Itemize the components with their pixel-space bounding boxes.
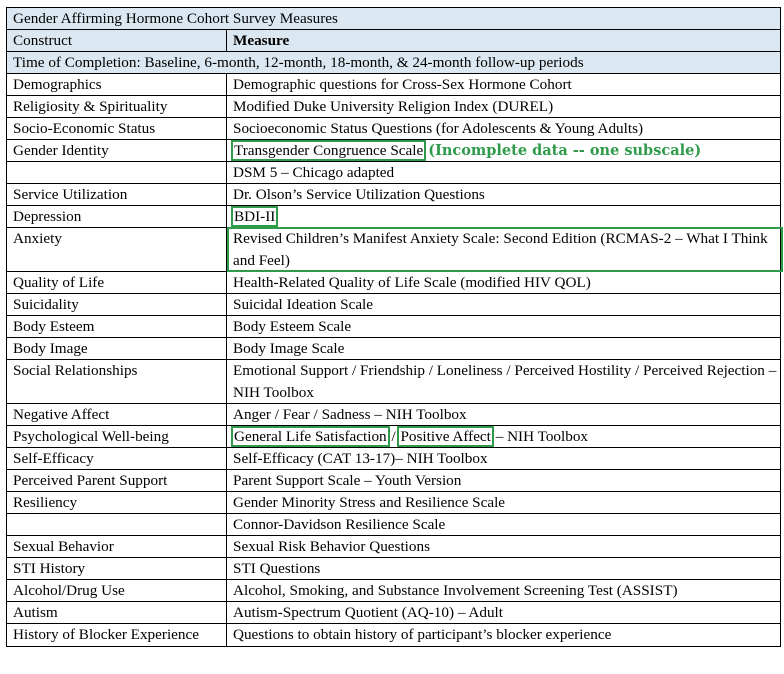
table-row [7,624,781,647]
highlighted-measure: Positive Affect [400,428,491,445]
measure-cell: Autism-Spectrum Quotient (AQ-10) – Adult [227,602,781,624]
header-measure: Measure [227,30,781,52]
construct-cell [7,162,227,184]
survey-measures-table [6,7,781,647]
construct-cell: Body Esteem [7,316,227,338]
construct-cell: Socio-Economic Status [7,118,227,140]
highlighted-measure: BDI-II [234,208,276,225]
construct-cell: Suicidality [7,294,227,316]
highlighted-measure: Revised Children’s Manifest Anxiety Scale: Second Edition (RCMAS-2 – What I Think and Feel) [228,228,782,271]
time-of-completion: Time of Completion: Baseline, 6-month, 12-month, 18-month, & 24-month follow-up periods [7,52,781,74]
header-construct: Construct [7,30,227,52]
construct-cell: Service Utilization [7,184,227,206]
construct-cell: Body Image [7,338,227,360]
table-row [7,294,781,316]
table-row [7,206,781,228]
construct-cell: History of Blocker Experience [7,624,227,647]
table-row [7,602,781,624]
measure-cell: Parent Support Scale – Youth Version [227,470,781,492]
measure-cell: Sexual Risk Behavior Questions [227,536,781,558]
measure-cell: Alcohol, Smoking, and Substance Involvement Screening Test (ASSIST) [227,580,781,602]
construct-cell: Depression [7,206,227,228]
measure-cell: Emotional Support / Friendship / Loneliness / Perceived Hostility / Perceived Rejection – NIH Toolbox [227,360,781,404]
measure-cell [227,206,781,228]
highlighted-measure: Transgender Congruence Scale [234,142,424,159]
table-row [7,74,781,96]
construct-cell: Psychological Well-being [7,426,227,448]
table-title-row [7,8,781,30]
table-row [7,118,781,140]
construct-cell: Negative Affect [7,404,227,426]
highlighted-measure: General Life Satisfaction [234,428,387,445]
table-row [7,558,781,580]
table-row [7,514,781,536]
measure-cell: Gender Minority Stress and Resilience Scale [227,492,781,514]
table-title: Gender Affirming Hormone Cohort Survey Measures [7,8,781,30]
table-row [7,338,781,360]
construct-cell: Quality of Life [7,272,227,294]
construct-cell: Demographics [7,74,227,96]
measure-cell: Demographic questions for Cross-Sex Hormone Cohort [227,74,781,96]
measure-cell [227,140,781,162]
construct-cell: Gender Identity [7,140,227,162]
measure-suffix: – NIH Toolbox [491,428,589,445]
measure-cell: Anger / Fear / Sadness – NIH Toolbox [227,404,781,426]
measure-cell: Suicidal Ideation Scale [227,294,781,316]
table-row [7,580,781,602]
table-row [7,316,781,338]
construct-cell: Sexual Behavior [7,536,227,558]
incomplete-data-note: (Incomplete data -- one subscale) [428,142,702,159]
construct-cell: Anxiety [7,228,227,272]
construct-cell [7,514,227,536]
table-row [7,184,781,206]
construct-cell: Autism [7,602,227,624]
table-row [7,448,781,470]
construct-cell: Perceived Parent Support [7,470,227,492]
table-row [7,404,781,426]
construct-cell: Religiosity & Spirituality [7,96,227,118]
measure-cell: STI Questions [227,558,781,580]
measure-cell: Dr. Olson’s Service Utilization Questions [227,184,781,206]
measure-separator: / [387,428,400,445]
construct-cell: Resiliency [7,492,227,514]
table-row [7,162,781,184]
table-row [7,140,781,162]
measure-cell: Questions to obtain history of participant’s blocker experience [227,624,781,647]
measure-cell [227,228,781,272]
table-row [7,492,781,514]
construct-cell: Alcohol/Drug Use [7,580,227,602]
measure-cell: Body Esteem Scale [227,316,781,338]
measure-cell [227,426,781,448]
table-header-row [7,30,781,52]
construct-cell: Social Relationships [7,360,227,404]
measure-cell: Socioeconomic Status Questions (for Adolescents & Young Adults) [227,118,781,140]
measure-cell: Self-Efficacy (CAT 13-17)– NIH Toolbox [227,448,781,470]
table-row [7,272,781,294]
measure-cell: Health-Related Quality of Life Scale (modified HIV QOL) [227,272,781,294]
table-row [7,360,781,404]
measure-cell: Modified Duke University Religion Index (DUREL) [227,96,781,118]
measure-cell: Connor-Davidson Resilience Scale [227,514,781,536]
table-row [7,228,781,272]
construct-cell: STI History [7,558,227,580]
time-of-completion-row [7,52,781,74]
measure-cell: Body Image Scale [227,338,781,360]
table-row [7,96,781,118]
table-row [7,426,781,448]
table-row [7,536,781,558]
table-row [7,470,781,492]
measure-cell: DSM 5 – Chicago adapted [227,162,781,184]
construct-cell: Self-Efficacy [7,448,227,470]
